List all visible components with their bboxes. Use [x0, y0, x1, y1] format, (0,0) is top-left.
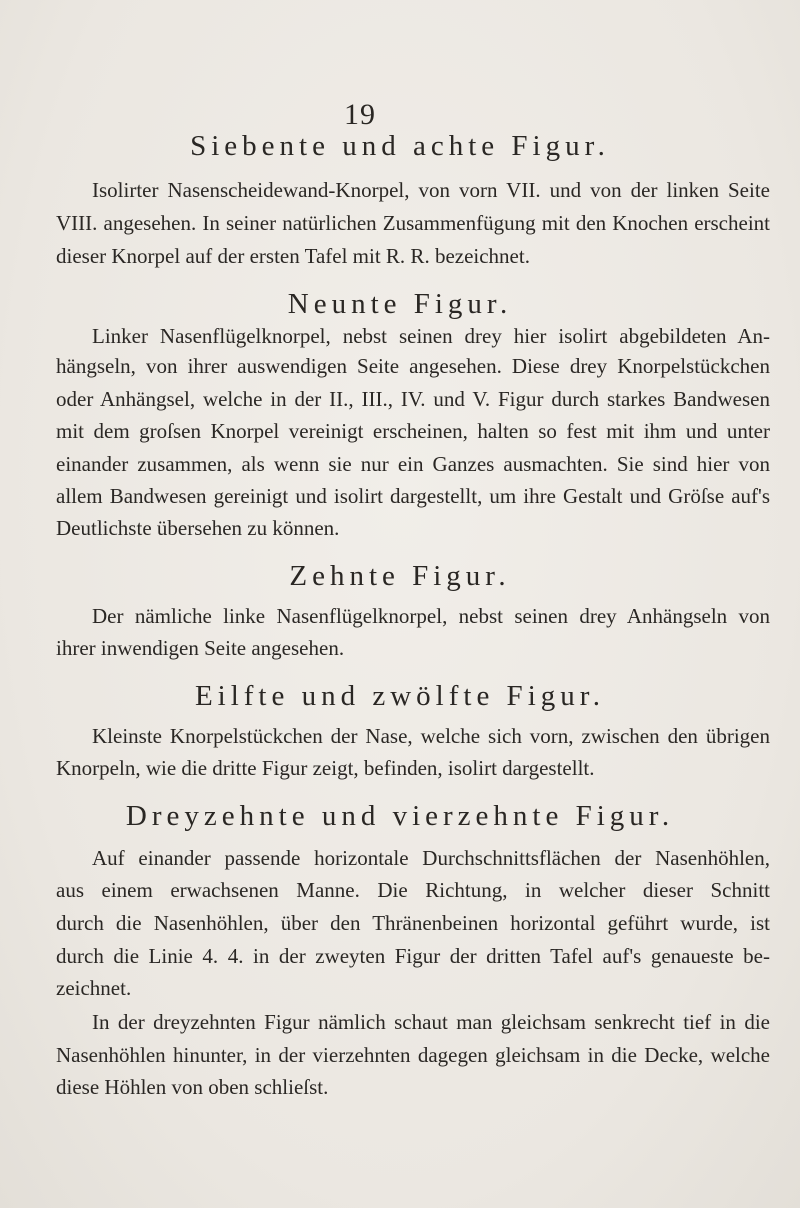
text-line: Isolirter Nasenscheidewand-Knorpel, von vorn VII. und von der linken Seite — [92, 178, 770, 202]
text-line: Knorpeln, wie die dritte Figur zeigt, befinden, isolirt dargestellt. — [56, 756, 595, 780]
text-line: Der nämliche linke Nasenflügelknorpel, nebst seinen drey Anhängseln von — [92, 604, 770, 628]
text-line: Auf einander passende horizontale Durchschnittsflächen der Nasenhöhlen, — [92, 846, 770, 870]
section-heading-7-8: Siebente und achte Figur. — [190, 130, 610, 162]
text-line: einander zusammen, als wenn sie nur ein Ganzes ausmachten. Sie sind hier von — [56, 452, 770, 476]
text-line: ihrer inwendigen Seite angesehen. — [56, 636, 345, 660]
text-line: hängseln, von ihrer auswendigen Seite angesehen. Diese drey Knorpelstückchen — [56, 354, 770, 378]
section-heading-10: Zehnte Figur. — [289, 560, 511, 592]
section-heading-13-14: Dreyzehnte und vierzehnte Figur. — [125, 800, 675, 832]
text-line: diese Höhlen von oben schlieſst. — [56, 1075, 329, 1099]
text-line: Kleinste Knorpelstückchen der Nase, welche sich vorn, zwischen den übrigen — [92, 724, 770, 748]
text-line: durch die Nasenhöhlen, über den Thränenbeinen horizontal geführt wurde, ist — [56, 911, 770, 935]
text-line: mit dem groſsen Knorpel vereinigt erscheinen, halten so fest mit ihm und unter — [56, 419, 770, 443]
text-line: In der dreyzehnten Figur nämlich schaut man gleichsam senkrecht tief in die — [92, 1010, 770, 1034]
text-line: aus einem erwachsenen Manne. Die Richtung, in welcher dieser Schnitt — [56, 878, 770, 902]
text-line: Deutlichste übersehen zu können. — [56, 516, 340, 540]
text-line: oder Anhängsel, welche in der II., III., IV. und V. Figur durch starkes Bandwesen — [56, 387, 770, 411]
page-number: 19 — [344, 98, 376, 131]
section-heading-9: Neunte Figur. — [287, 288, 513, 320]
text-line: durch die Linie 4. 4. in der zweyten Figur der dritten Tafel auf's genaueste be- — [56, 944, 770, 968]
text-line: dieser Knorpel auf der ersten Tafel mit R. R. bezeichnet. — [56, 244, 530, 268]
text-line: Linker Nasenflügelknorpel, nebst seinen drey hier isolirt abgebildeten An- — [92, 324, 770, 348]
text-line: allem Bandwesen gereinigt und isolirt dargestellt, um ihre Gestalt und Gröſse auf's — [56, 484, 770, 508]
section-heading-11-12: Eilfte und zwölfte Figur. — [194, 680, 606, 712]
text-line: Nasenhöhlen hinunter, in der vierzehnten dagegen gleichsam in die Decke, welche — [56, 1043, 770, 1067]
text-line: VIII. angesehen. In seiner natürlichen Zusammenfügung mit den Knochen erscheint — [56, 211, 770, 235]
text-line: zeichnet. — [56, 976, 132, 1000]
